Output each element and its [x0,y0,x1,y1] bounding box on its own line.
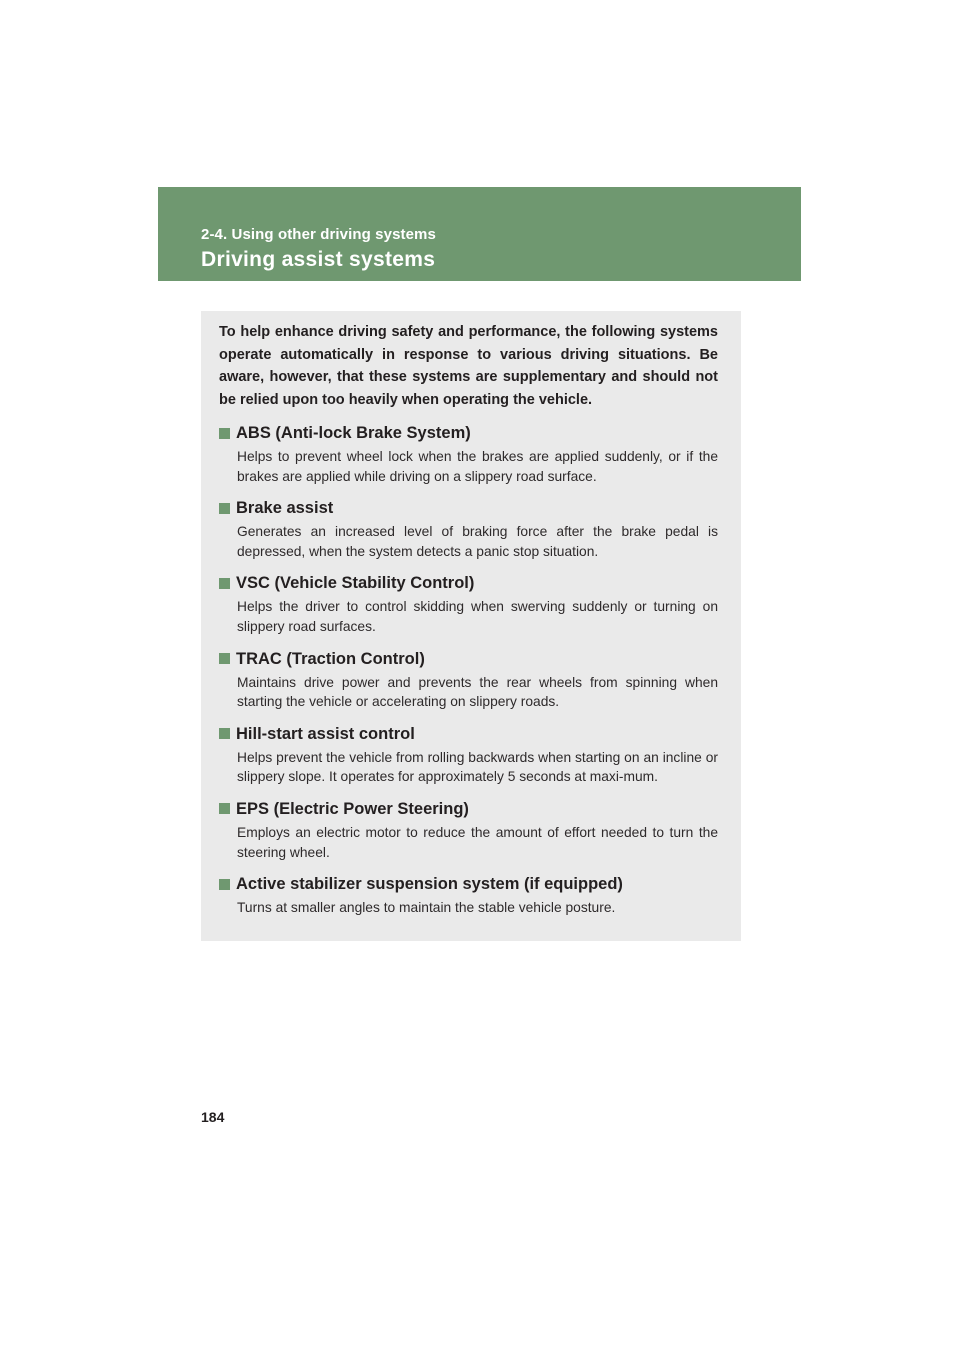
feature-description: Helps to prevent wheel lock when the brakes are applied suddenly, or if the brakes are applied while driving on a slippery road surface. [237,449,718,484]
square-bullet-icon [219,879,230,890]
feature-title: Active stabilizer suspension system (if equipped) [236,875,623,894]
feature-description: Helps the driver to control skidding when swerving suddenly or turning on slippery road surfaces. [237,599,718,634]
feature-description: Helps prevent the vehicle from rolling backwards when starting on an incline or slippery slope. It operates for approximately 5 seconds at maxi-mum. [237,749,718,785]
square-bullet-icon [219,503,230,514]
feature-title: Hill-start assist control [236,724,415,743]
page-number: 184 [201,1109,225,1125]
feature-description: Generates an increased level of braking force after the brake pedal is depressed, when the system detects a panic stop situation. [237,524,718,559]
feature-hill-start-assist [219,723,718,787]
feature-title: Brake assist [236,499,334,518]
feature-trac [219,648,718,712]
page-title: Driving assist systems [201,248,436,271]
feature-brake-assist [219,497,718,561]
feature-description: Maintains drive power and prevents the rear wheels from spinning when starting the vehicle or accelerating on slippery roads. [237,674,718,710]
feature-title: EPS (Electric Power Steering) [236,799,469,818]
feature-abs [219,422,718,486]
square-bullet-icon [219,578,230,589]
section-header-band [158,187,801,281]
section-label: 2-4. Using other driving systems [201,226,436,243]
feature-description: Turns at smaller angles to maintain the stable vehicle posture. [237,900,616,916]
feature-eps [219,798,718,862]
feature-title: VSC (Vehicle Stability Control) [236,574,475,593]
square-bullet-icon [219,428,230,439]
intro-paragraph: To help enhance driving safety and performance, the following systems operate automatically in response to various driving situations. Be aware, however, that these systems are supplementary and should not be relied upon too heavily when operating the vehicle. [219,324,718,408]
driving-assist-info-box [201,311,741,941]
square-bullet-icon [219,653,230,664]
feature-vsc [219,572,718,636]
feature-title: TRAC (Traction Control) [236,649,425,668]
square-bullet-icon [219,728,230,739]
feature-title: ABS (Anti-lock Brake System) [236,424,471,442]
feature-description: Employs an electric motor to reduce the amount of effort needed to turn the steering wheel. [237,824,718,860]
feature-active-stabilizer [219,873,718,918]
square-bullet-icon [219,803,230,814]
